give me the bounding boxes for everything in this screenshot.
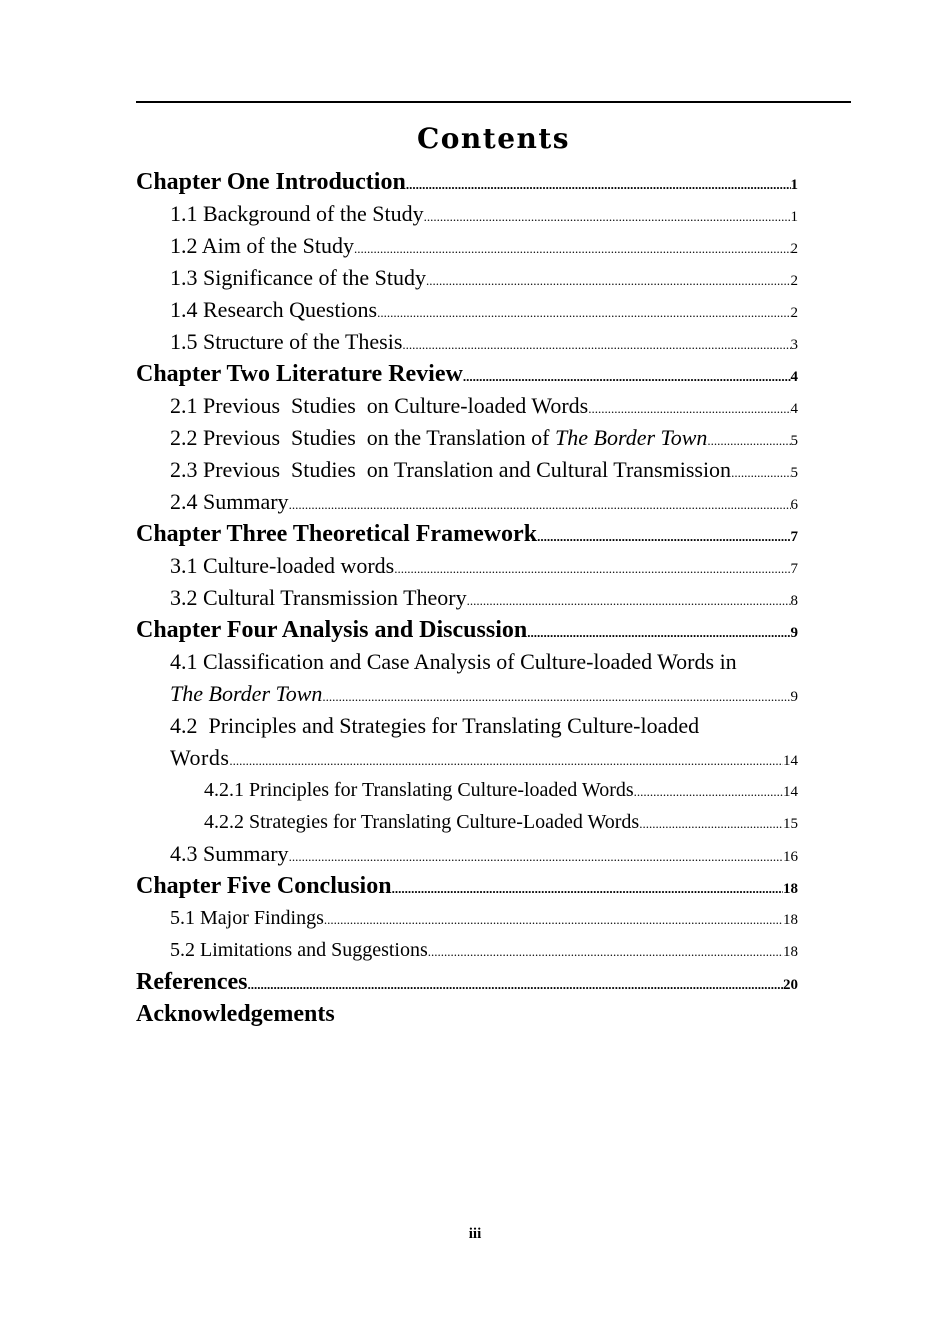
page-title: Contents xyxy=(416,122,571,155)
toc-leader-dots xyxy=(428,936,783,968)
toc-page-number: 7 xyxy=(790,529,798,545)
toc-section-3-1[interactable] xyxy=(136,550,798,582)
toc-leader-dots xyxy=(322,681,790,713)
toc-page-number: 2 xyxy=(790,273,798,289)
toc-leader-dots xyxy=(463,361,791,393)
header-rule xyxy=(136,101,851,103)
toc-entry-label: 4.2.1 Principles for Translating Culture-loaded Words xyxy=(204,779,634,801)
toc-section-2-4[interactable] xyxy=(136,486,798,518)
toc-page-number: 7 xyxy=(790,561,798,577)
toc-section-4-2[interactable] xyxy=(136,742,798,774)
toc-leader-dots xyxy=(634,776,783,808)
toc-entry-label: Words xyxy=(170,745,230,770)
toc-entry-label: 2.2 Previous Studies on the Translation of xyxy=(170,425,556,450)
toc-section-1-4[interactable] xyxy=(136,294,798,326)
toc-page-number: 14 xyxy=(783,753,798,769)
toc-page-number: 1 xyxy=(790,209,798,225)
toc-section-4-2-line1[interactable]: 4.2 Principles and Strategies for Translating Culture-loaded xyxy=(170,713,700,738)
toc-leader-dots xyxy=(588,393,790,425)
toc-page-number: 20 xyxy=(783,977,798,993)
toc-section-1-1[interactable] xyxy=(136,198,798,230)
toc-page-number: 4 xyxy=(790,369,798,385)
toc-entry-label: 4.3 Summary xyxy=(170,841,289,866)
toc-entry-label: 3.2 Cultural Transmission Theory xyxy=(170,585,467,610)
toc-leader-dots xyxy=(426,265,790,297)
toc-section-4-1[interactable] xyxy=(136,678,798,710)
toc-chapter-four[interactable] xyxy=(136,614,798,646)
toc-entry-label: Chapter Three Theoretical Framework xyxy=(136,521,538,547)
toc-section-1-2[interactable] xyxy=(136,230,798,262)
toc-leader-dots xyxy=(377,297,790,329)
toc-page-number: 18 xyxy=(783,944,798,960)
toc-page-number: 15 xyxy=(783,816,798,832)
toc-page-number: 18 xyxy=(783,912,798,928)
toc-leader-dots xyxy=(527,617,790,649)
table-of-contents xyxy=(136,166,798,1030)
toc-entry-label: Chapter One Introduction xyxy=(136,169,406,195)
toc-leader-dots xyxy=(402,329,790,361)
toc-leader-dots xyxy=(289,489,791,521)
toc-entry-label: 2.4 Summary xyxy=(170,489,289,514)
toc-section-5-2[interactable] xyxy=(136,934,798,966)
toc-chapter-one[interactable] xyxy=(136,166,798,198)
toc-entry-label: 1.3 Significance of the Study xyxy=(170,265,427,290)
page-number: iii xyxy=(468,1226,482,1242)
toc-section-4-2-1[interactable] xyxy=(136,774,798,806)
toc-page-number: 9 xyxy=(790,625,798,641)
toc-page-number: 18 xyxy=(783,881,798,897)
toc-entry-label: 2.3 Previous Studies on Translation and Cultural Transmission xyxy=(170,457,732,482)
toc-entry-label: 3.1 Culture-loaded words xyxy=(170,553,395,578)
toc-leader-dots xyxy=(731,457,790,489)
toc-entry-label: 5.1 Major Findings xyxy=(170,907,324,929)
toc-leader-dots xyxy=(406,169,791,201)
toc-entry-label: 1.2 Aim of the Study xyxy=(170,233,354,258)
toc-entry-label: 2.1 Previous Studies on Culture-loaded Words xyxy=(170,393,589,418)
toc-page-number: 14 xyxy=(783,784,798,800)
toc-entry-label: Chapter Five Conclusion xyxy=(136,873,392,899)
toc-leader-dots xyxy=(248,969,784,1001)
toc-leader-dots xyxy=(289,841,783,873)
toc-entry-label: 5.2 Limitations and Suggestions xyxy=(170,939,428,961)
toc-entry-label: 1.4 Research Questions xyxy=(170,297,378,322)
toc-section-1-3[interactable] xyxy=(136,262,798,294)
toc-section-2-1[interactable] xyxy=(136,390,798,422)
toc-page-number: 1 xyxy=(790,177,798,193)
toc-entry-label: References xyxy=(136,969,248,995)
toc-chapter-two[interactable] xyxy=(136,358,798,390)
toc-section-2-2[interactable] xyxy=(136,422,798,454)
toc-section-2-3[interactable] xyxy=(136,454,798,486)
toc-leader-dots xyxy=(639,808,783,840)
toc-leader-dots xyxy=(392,873,783,905)
toc-entry-label: Chapter Four Analysis and Discussion xyxy=(136,617,528,643)
toc-acknowledgements[interactable] xyxy=(136,998,798,1030)
toc-section-5-1[interactable] xyxy=(136,902,798,934)
toc-leader-dots xyxy=(467,585,791,617)
toc-page-number: 2 xyxy=(790,305,798,321)
toc-page-number: 9 xyxy=(790,689,798,705)
toc-leader-dots xyxy=(394,553,790,585)
toc-leader-dots xyxy=(229,745,783,777)
toc-references[interactable] xyxy=(136,966,798,998)
toc-page-number: 2 xyxy=(790,241,798,257)
toc-chapter-five[interactable] xyxy=(136,870,798,902)
toc-page-number: 5 xyxy=(790,433,798,449)
toc-leader-dots xyxy=(324,904,783,936)
toc-entry-label: Chapter Two Literature Review xyxy=(136,361,463,387)
toc-section-4-2-2[interactable] xyxy=(136,806,798,838)
toc-leader-dots xyxy=(537,521,790,553)
toc-section-4-3[interactable] xyxy=(136,838,798,870)
toc-entry-label-italic: The Border Town xyxy=(170,681,323,706)
toc-entry-label-italic: The Border Town xyxy=(555,425,708,450)
toc-page-number: 3 xyxy=(790,337,798,353)
toc-page-number: 6 xyxy=(790,497,798,513)
toc-page-number: 4 xyxy=(790,401,798,417)
toc-leader-dots xyxy=(707,425,790,457)
toc-section-4-1-line1[interactable]: 4.1 Classification and Case Analysis of Culture-loaded Words in xyxy=(170,649,737,674)
toc-leader-dots xyxy=(354,233,791,265)
toc-leader-dots xyxy=(424,201,791,233)
toc-page-number: 5 xyxy=(790,465,798,481)
toc-entry-label: 4.2.2 Strategies for Translating Culture-Loaded Words xyxy=(204,811,640,833)
toc-entry-label: 1.1 Background of the Study xyxy=(170,201,424,226)
toc-section-3-2[interactable] xyxy=(136,582,798,614)
toc-page-number: 8 xyxy=(790,593,798,609)
toc-chapter-three[interactable] xyxy=(136,518,798,550)
toc-entry-label: Acknowledgements xyxy=(136,1001,335,1027)
toc-page-number: 16 xyxy=(783,849,798,865)
toc-section-1-5[interactable] xyxy=(136,326,798,358)
toc-entry-label: 1.5 Structure of the Thesis xyxy=(170,329,403,354)
